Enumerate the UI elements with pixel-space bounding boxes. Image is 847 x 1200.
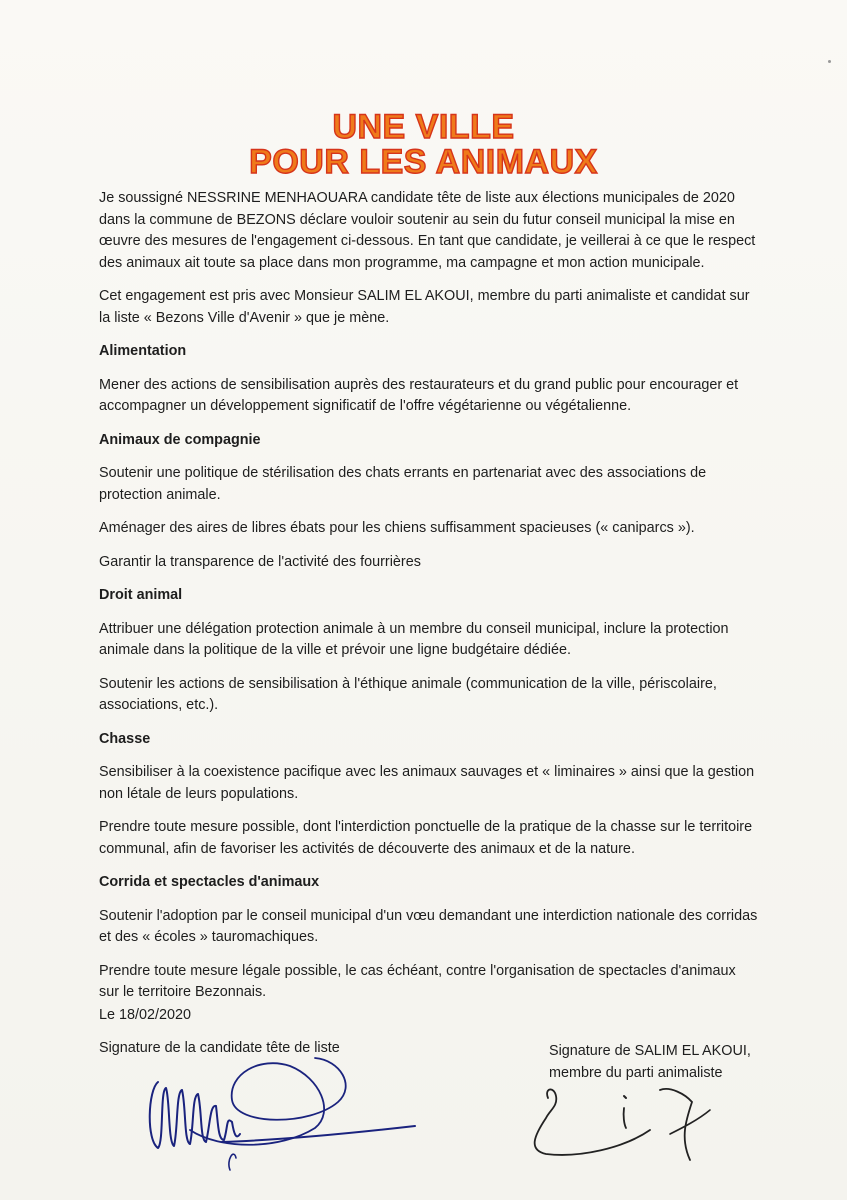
section-heading-corrida: Corrida et spectacles d'animaux xyxy=(99,874,320,890)
section-paragraph: Attribuer une délégation protection animale à un membre du conseil municipal, inclure la protection animale dans la politique de la ville et prévoir une ligne budgétaire dédiée. xyxy=(99,620,729,658)
section-heading-droit-animal: Droit animal xyxy=(99,587,183,603)
section-paragraph: Mener des actions de sensibilisation auprès des restaurateurs et du grand public pour encourager et accompagner un développement significatif de l'offre végétarienne ou végétalienne. xyxy=(99,376,739,414)
page-title-line-1: UNE VILLE xyxy=(332,108,515,146)
right-signature-label xyxy=(549,1040,779,1084)
engagement-body xyxy=(99,188,759,1016)
section-paragraph: Prendre toute mesure légale possible, le cas échéant, contre l'organisation de spectacles d'animaux sur le territoire Bezonnais. xyxy=(99,962,736,1000)
section-paragraph: Garantir la transparence de l'activité des fourrières xyxy=(99,553,421,570)
section-heading-alimentation: Alimentation xyxy=(99,343,187,359)
section-paragraph: Soutenir l'adoption par le conseil municipal d'un vœu demandant une interdiction nationale des corridas et des « écoles » tauromachiques. xyxy=(99,907,758,945)
section-paragraph: Soutenir les actions de sensibilisation à l'éthique animale (communication de la ville, périscolaire, associations, etc.). xyxy=(99,675,717,713)
intro-paragraph: Cet engagement est pris avec Monsieur SALIM EL AKOUI, membre du parti animaliste et candidat sur la liste « Bezons Ville d'Avenir » que je mène. xyxy=(99,288,750,326)
left-signature-label: Signature de la candidate tête de liste xyxy=(99,1040,340,1056)
intro-paragraph: Je soussigné NESSRINE MENHAOUARA candidate tête de liste aux élections municipales de 2020 dans la commune de BEZONS déclare vouloir soutenir au sein du futur conseil municipal la mise en œuvre des mesures de l'engagement ci-dessous. En tant que candidate, je veillerai à ce que le respect des animaux ait toute sa place dans mon programme, ma campagne et mon action municipale. xyxy=(99,190,756,271)
section-paragraph: Soutenir une politique de stérilisation des chats errants en partenariat avec des associations de protection animale. xyxy=(99,465,707,503)
page-title-line-2: POUR LES ANIMAUX xyxy=(249,143,598,181)
section-paragraph: Sensibiliser à la coexistence pacifique avec les animaux sauvages et « liminaires » ainsi que la gestion non létale de leurs populations. xyxy=(99,764,755,802)
paper-speck xyxy=(828,60,831,63)
right-signature-label-line-2: membre du parti animaliste xyxy=(549,1065,723,1081)
signature-date: Le 18/02/2020 xyxy=(99,1007,192,1023)
partner-handwritten-signature xyxy=(520,1080,720,1170)
section-paragraph: Aménager des aires de libres ébats pour les chiens suffisamment spacieuses (« caniparcs »). xyxy=(99,520,695,536)
right-signature-label-line-1: Signature de SALIM EL AKOUI, xyxy=(549,1043,751,1059)
candidate-handwritten-signature xyxy=(130,1030,430,1180)
section-heading-animaux-de-compagnie: Animaux de compagnie xyxy=(99,431,261,448)
section-paragraph: Prendre toute mesure possible, dont l'interdiction ponctuelle de la pratique de la chasse sur le territoire communal, afin de favoriser les activités de découverte des animaux et de la nature. xyxy=(99,819,753,857)
section-heading-chasse: Chasse xyxy=(99,730,151,747)
